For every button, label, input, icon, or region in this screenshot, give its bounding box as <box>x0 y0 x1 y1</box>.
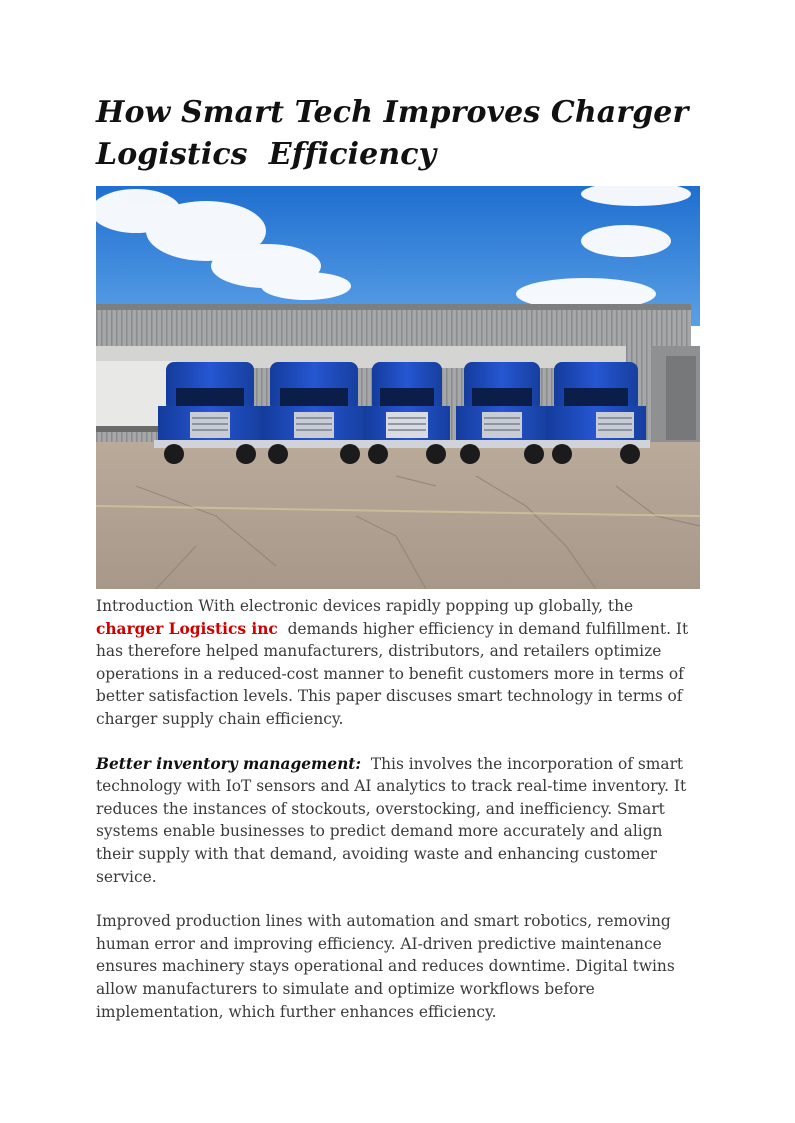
title-line-2: Logistics Efficiency <box>96 137 437 172</box>
title-line-1: How Smart Tech Improves Charger <box>96 95 689 130</box>
intro-text-start: Introduction With electronic devices rapidly popping up globally, the <box>96 597 634 615</box>
charger-logistics-link[interactable]: charger Logistics inc <box>96 619 278 638</box>
intro-text-end: demands higher efficiency in demand fulfillment. It has therefore helped manufacturers, distributors, and retailers optimize operations in a reduced-cost manner to benefit customers more in terms of better satisfaction levels. This paper discuses smart technology in terms of charger supply chain efficiency. <box>96 619 694 728</box>
inventory-text: This involves the incorporation of smart technology with IoT sensors and AI analytics to track real-time inventory. It reduces the instances of stockouts, overstocking, and inefficiency. Smart systems enable businesses to predict demand more accurately and align their supply with that demand, avoiding waste and enhancing customer service. <box>96 754 692 886</box>
production-paragraph: Improved production lines with automation and smart robotics, removing human error and improving efficiency. AI-driven predictive maintenance ensures machinery stays operational and reduces downtime. Digital twins allow manufacturers to simulate and optimize workflows before implementation, which further enhances efficiency. <box>96 912 675 1021</box>
article-title <box>96 92 701 176</box>
inventory-paragraph <box>96 753 701 889</box>
article <box>96 92 701 1023</box>
intro-paragraph <box>96 595 701 731</box>
inventory-lead: Better inventory management: <box>96 754 362 773</box>
hero-image-trucks <box>96 186 700 589</box>
